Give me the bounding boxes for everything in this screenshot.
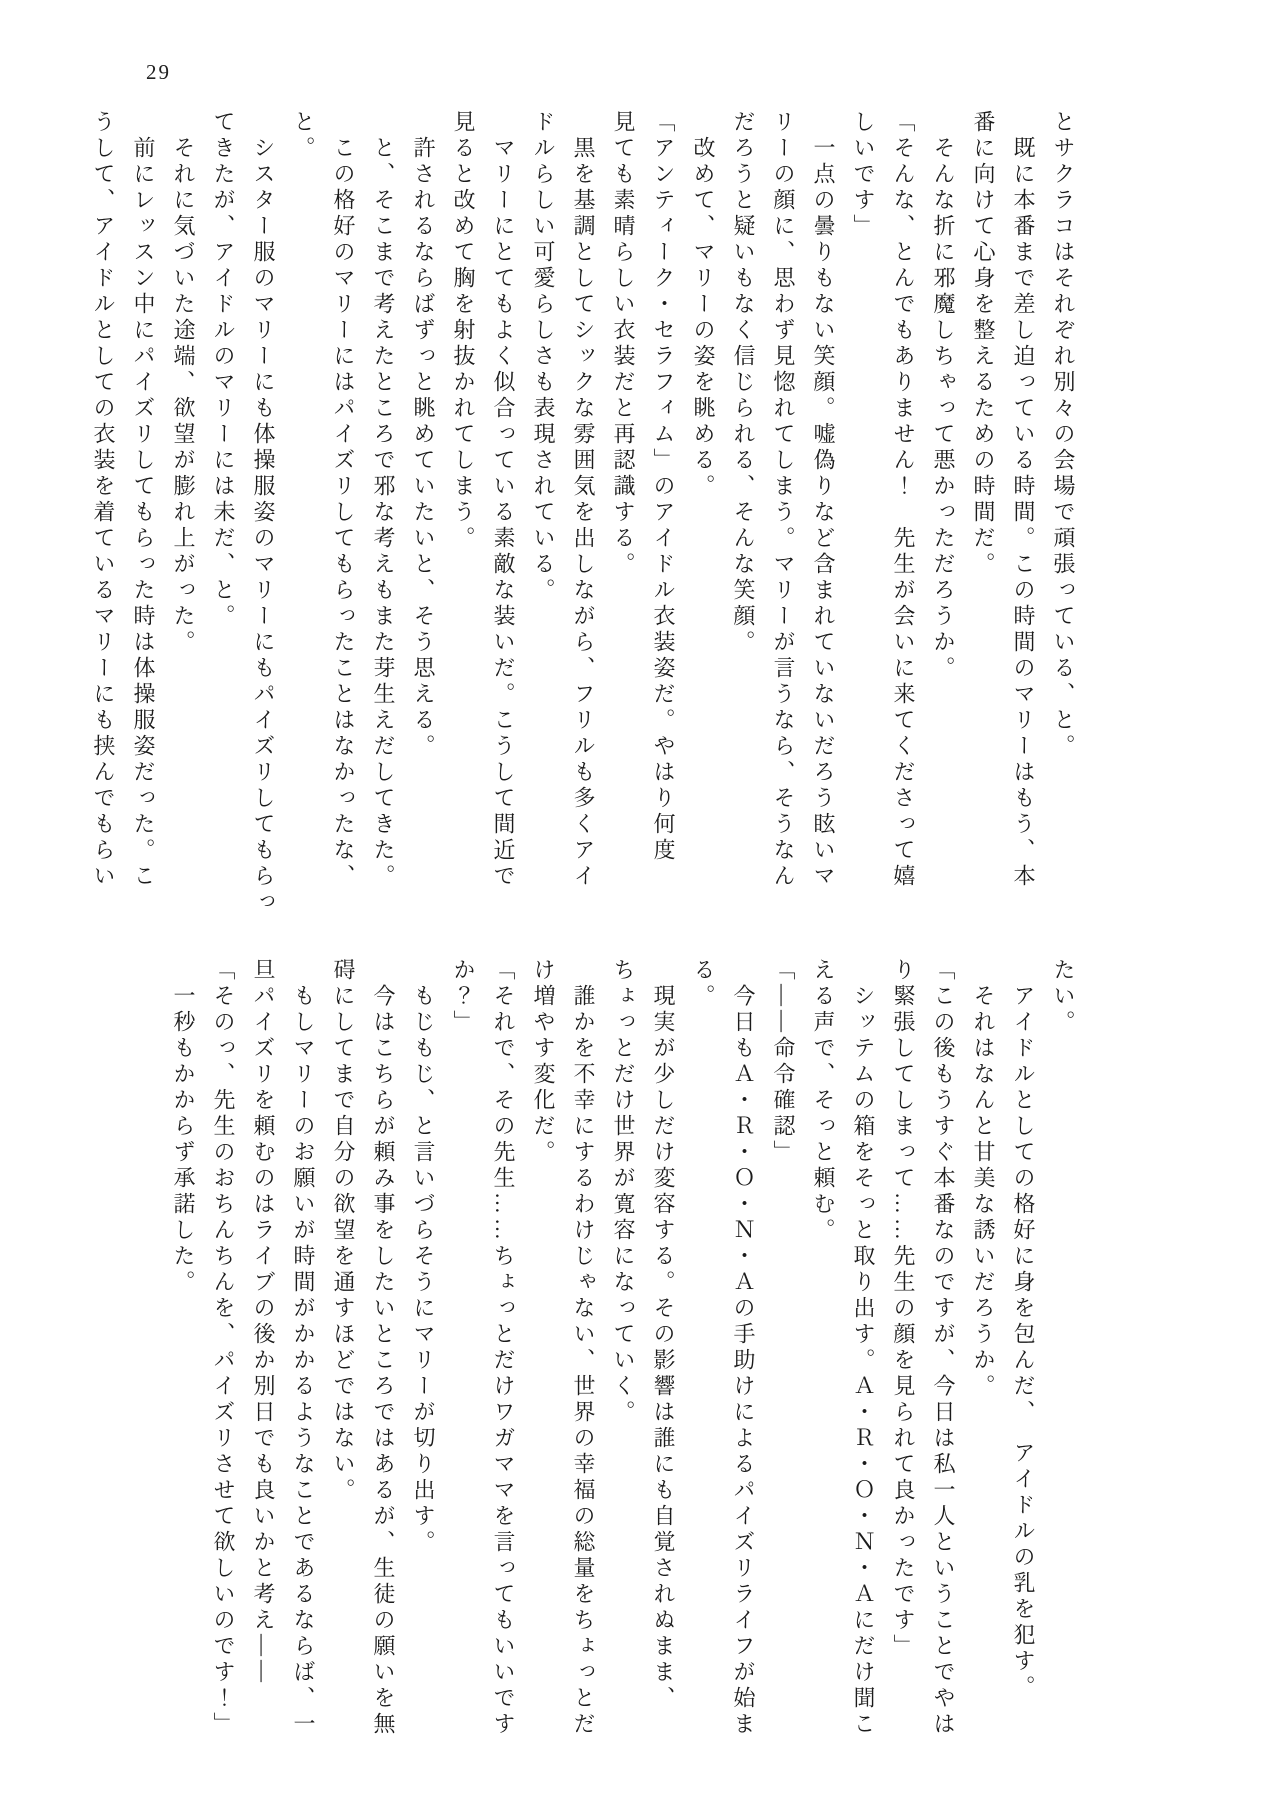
text-column: 一秒もかからず承諾した。 (171, 984, 196, 1296)
text-column: この格好のマリーにはパイズリしてもらったことはなかったな、 (331, 136, 356, 890)
text-column: 「そんな、とんでもありません！ 先生が会いに来てくださって嬉 (891, 110, 916, 890)
text-column: と。 (291, 110, 316, 162)
text-column: 既に本番まで差し迫っている時間。この時間のマリーはもう、本 (1011, 136, 1036, 890)
page-number: 29 (146, 60, 171, 84)
text-row-bottom (163, 958, 1083, 1773)
text-column: ドルらしい可愛らしさも表現されている。 (531, 110, 556, 604)
text-column: そんな折に邪魔しちゃって悪かっただろうか。 (931, 136, 956, 682)
text-column: 黒を基調としてシックな雰囲気を出しながら、フリルも多くアイ (571, 136, 596, 890)
text-column: 見ると改めて胸を射抜かれてしまう。 (451, 110, 476, 552)
text-column: 前にレッスン中にパイズリしてもらった時は体操服姿だった。こ (131, 136, 156, 890)
text-column: 見ても素晴らしい衣装だと再認識する。 (611, 110, 636, 578)
text-column: シッテムの箱をそっと取り出す。Ａ・Ｒ・Ｏ・Ｎ・Ａにだけ聞こ (851, 984, 876, 1738)
text-row-top (83, 110, 1083, 925)
text-column: る。 (691, 958, 716, 1010)
text-column: リーの顔に、思わず見惚れてしまう。マリーが言うなら、そうなん (771, 110, 796, 890)
text-column: うして、アイドルとしての衣装を着ているマリーにも挟んでもらい (91, 110, 116, 890)
text-column: 今はこちらが頼み事をしたいところではあるが、生徒の願いを無 (371, 984, 396, 1738)
text-column: しいです」 (851, 110, 876, 240)
text-column: 許されるならばずっと眺めていたいと、そう思える。 (411, 136, 436, 760)
text-column: とサクラコはそれぞれ別々の会場で頑張っている、と。 (1051, 110, 1076, 760)
text-column: 「この後もうすぐ本番なのですが、今日は私一人ということでやは (931, 958, 956, 1738)
text-column: たい。 (1051, 958, 1076, 1036)
text-column: てきたが、アイドルのマリーには未だ、と。 (211, 110, 236, 630)
text-column: 旦パイズリを頼むのはライブの後か別日でも良いかと考え―― (251, 958, 276, 1686)
text-column: か？」 (451, 958, 476, 1036)
text-column: 今日もＡ・Ｒ・Ｏ・Ｎ・Ａの手助けによるパイズリライフが始ま (731, 984, 756, 1738)
text-column: 「――命令確認」 (771, 958, 796, 1166)
text-column: もじもじ、と言いづらそうにマリーが切り出す。 (411, 984, 436, 1556)
text-column: 番に向けて心身を整えるための時間だ。 (971, 110, 996, 578)
text-column: 一点の曇りもない笑顔。嘘偽りなど含まれていないだろう眩いマ (811, 136, 836, 890)
text-column: 誰かを不幸にするわけじゃない、世界の幸福の総量をちょっとだ (571, 984, 596, 1738)
text-column: 「そのっ、先生のおちんちんを、パイズリさせて欲しいのです！」 (211, 958, 236, 1738)
text-column: マリーにとてもよく似合っている素敵な装いだ。こうして間近で (491, 136, 516, 890)
text-column: 「それで、その先生……ちょっとだけワガママを言ってもいいです (491, 958, 516, 1738)
text-column: もしマリーのお願いが時間がかかるようなことであるならば、一 (291, 984, 316, 1738)
text-column: ちょっとだけ世界が寛容になっていく。 (611, 958, 636, 1426)
text-column: だろうと疑いもなく信じられる、そんな笑顔。 (731, 110, 756, 656)
text-column: シスター服のマリーにも体操服姿のマリーにもパイズリしてもらっ (251, 136, 276, 916)
text-column: 「アンティーク・セラフィム」のアイドル衣装姿だ。やはり何度 (651, 110, 676, 864)
text-column: り緊張してしまって……先生の顔を見られて良かったです」 (891, 958, 916, 1660)
text-column: それはなんと甘美な誘いだろうか。 (971, 984, 996, 1400)
text-column: と、そこまで考えたところで邪な考えもまた芽生えだしてきた。 (371, 136, 396, 890)
text-column: 改めて、マリーの姿を眺める。 (691, 136, 716, 500)
text-column: 現実が少しだけ変容する。その影響は誰にも自覚されぬまま、 (651, 984, 676, 1712)
text-column: える声で、そっと頼む。 (811, 958, 836, 1244)
text-column: アイドルとしての格好に身を包んだ、 アイドルの乳を犯す。 (1011, 984, 1036, 1701)
text-column: 碍にしてまで自分の欲望を通すほどではない。 (331, 958, 356, 1504)
text-column: け増やす変化だ。 (531, 958, 556, 1166)
text-column: それに気づいた途端、欲望が膨れ上がった。 (171, 136, 196, 656)
